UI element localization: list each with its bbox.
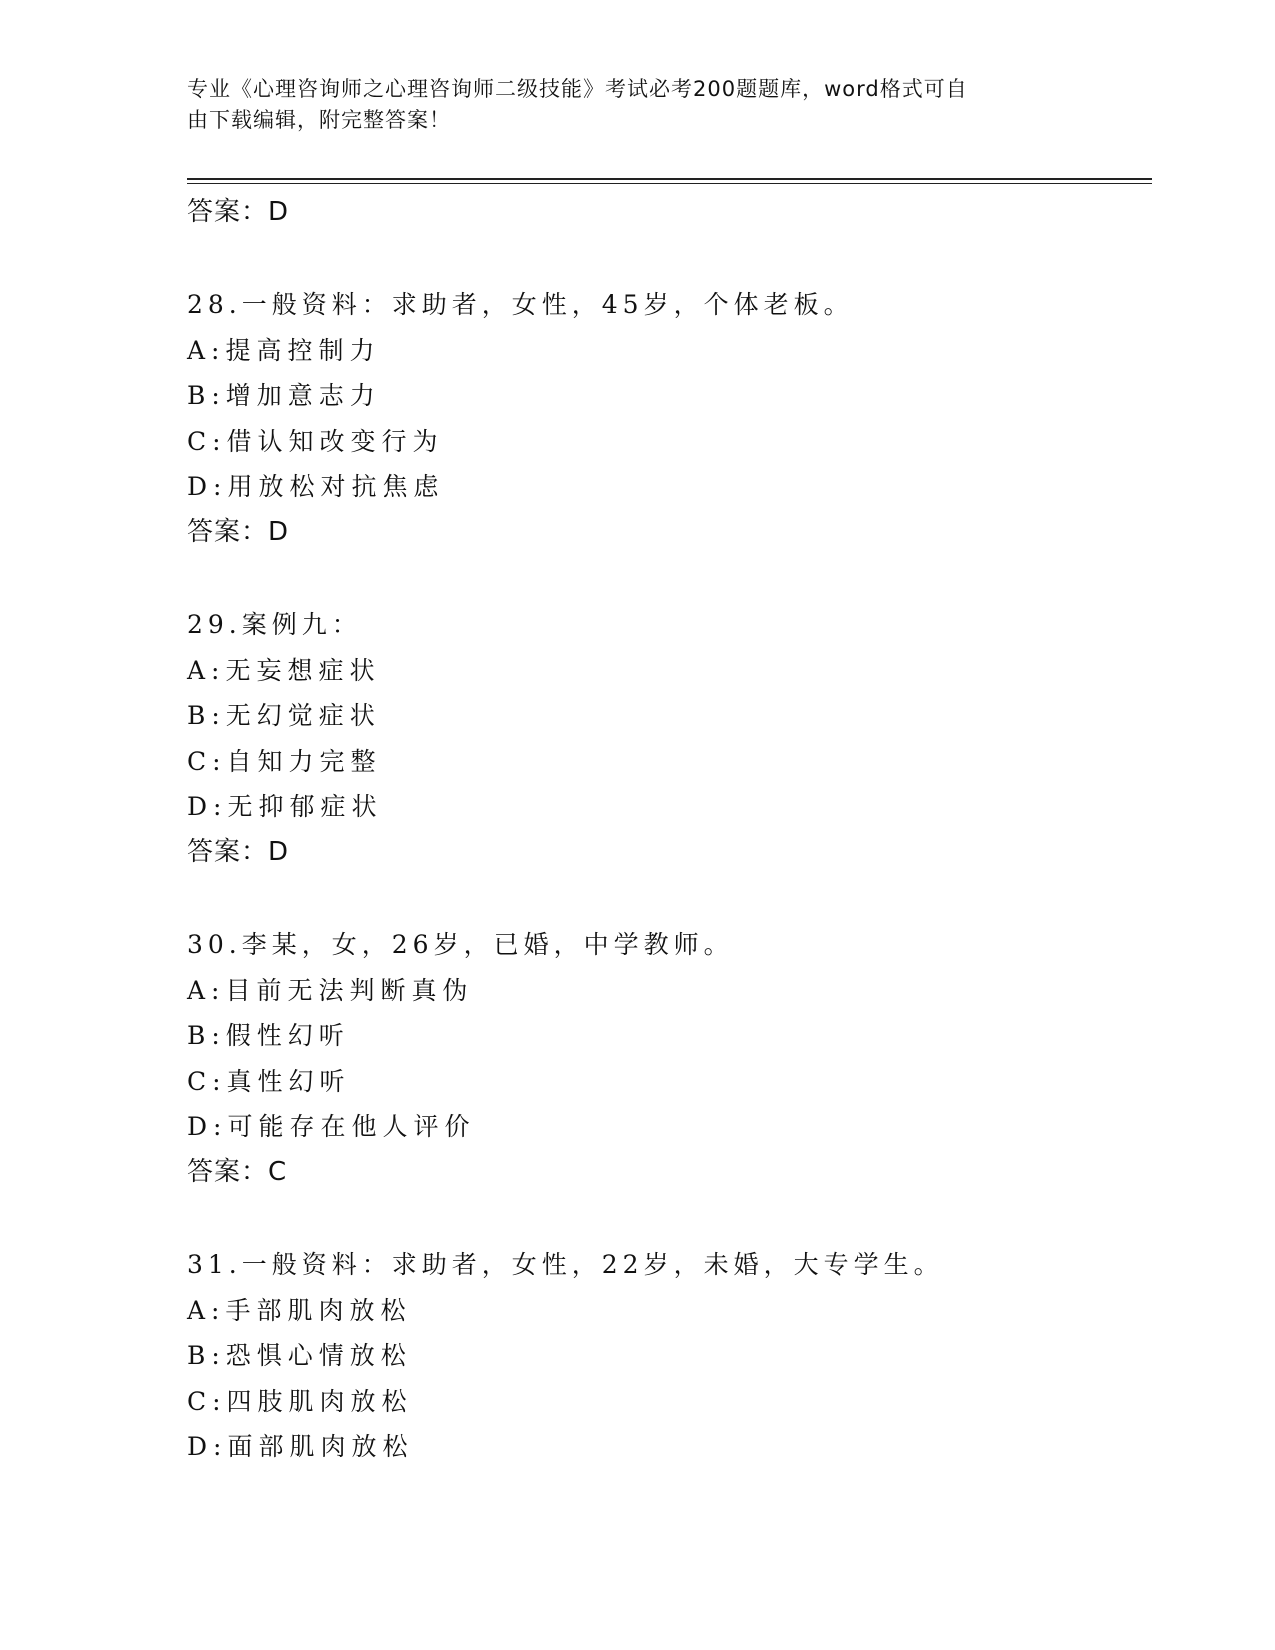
header-line-2: 由下载编辑，附完整答案！ <box>187 108 451 132</box>
option-b: B:假性幻听 <box>187 1021 350 1051</box>
question-block <box>187 922 1152 1195</box>
question-block <box>187 602 1152 875</box>
question-stem: 28.一般资料：求助者，女性，45岁，个体老板。 <box>187 290 854 319</box>
header-line-1: 专业《心理咨询师之心理咨询师二级技能》考试必考200题题库，word格式可自 <box>187 77 968 101</box>
option-b: B:无幻觉症状 <box>187 701 381 731</box>
question-stem: 30.李某，女，26岁，已婚，中学教师。 <box>187 929 734 959</box>
question-list <box>187 190 1152 1470</box>
option-d: D:可能存在他人评价 <box>187 1112 476 1142</box>
option-d: D:用放松对抗焦虑 <box>187 472 445 502</box>
question-block <box>187 282 1152 555</box>
option-a: A:无妄想症状 <box>187 655 381 685</box>
option-c: C:四肢肌肉放松 <box>187 1386 413 1416</box>
answer-line: 答案：D <box>187 836 290 867</box>
question-block <box>187 1242 1152 1470</box>
option-d: D:面部肌肉放松 <box>187 1432 414 1462</box>
option-list <box>187 968 1152 1150</box>
option-c: C:自知力完整 <box>187 746 382 776</box>
option-c: C:真性幻听 <box>187 1066 351 1096</box>
option-b: B:增加意志力 <box>187 381 381 411</box>
answer-line: 答案：D <box>187 197 290 227</box>
option-list <box>187 328 1152 510</box>
option-list <box>187 1288 1152 1470</box>
question-stem: 31.一般资料：求助者，女性，22岁，未婚，大专学生。 <box>187 1249 944 1279</box>
document-header <box>187 74 1067 136</box>
option-a: A:手部肌肉放松 <box>187 1295 412 1325</box>
option-a: A:目前无法判断真伪 <box>187 975 474 1005</box>
answer-line: 答案：D <box>187 516 290 547</box>
header-rule-thin <box>187 183 1152 184</box>
option-list <box>187 648 1152 830</box>
option-a: A:提高控制力 <box>187 335 381 365</box>
header-rule-thick <box>187 178 1152 180</box>
question-stem: 29.案例九： <box>187 609 362 639</box>
answer-line: 答案：C <box>187 1156 288 1187</box>
option-d: D:无抑郁症状 <box>187 792 383 822</box>
option-c: C:借认知改变行为 <box>187 426 444 456</box>
option-b: B:恐惧心情放松 <box>187 1341 412 1371</box>
